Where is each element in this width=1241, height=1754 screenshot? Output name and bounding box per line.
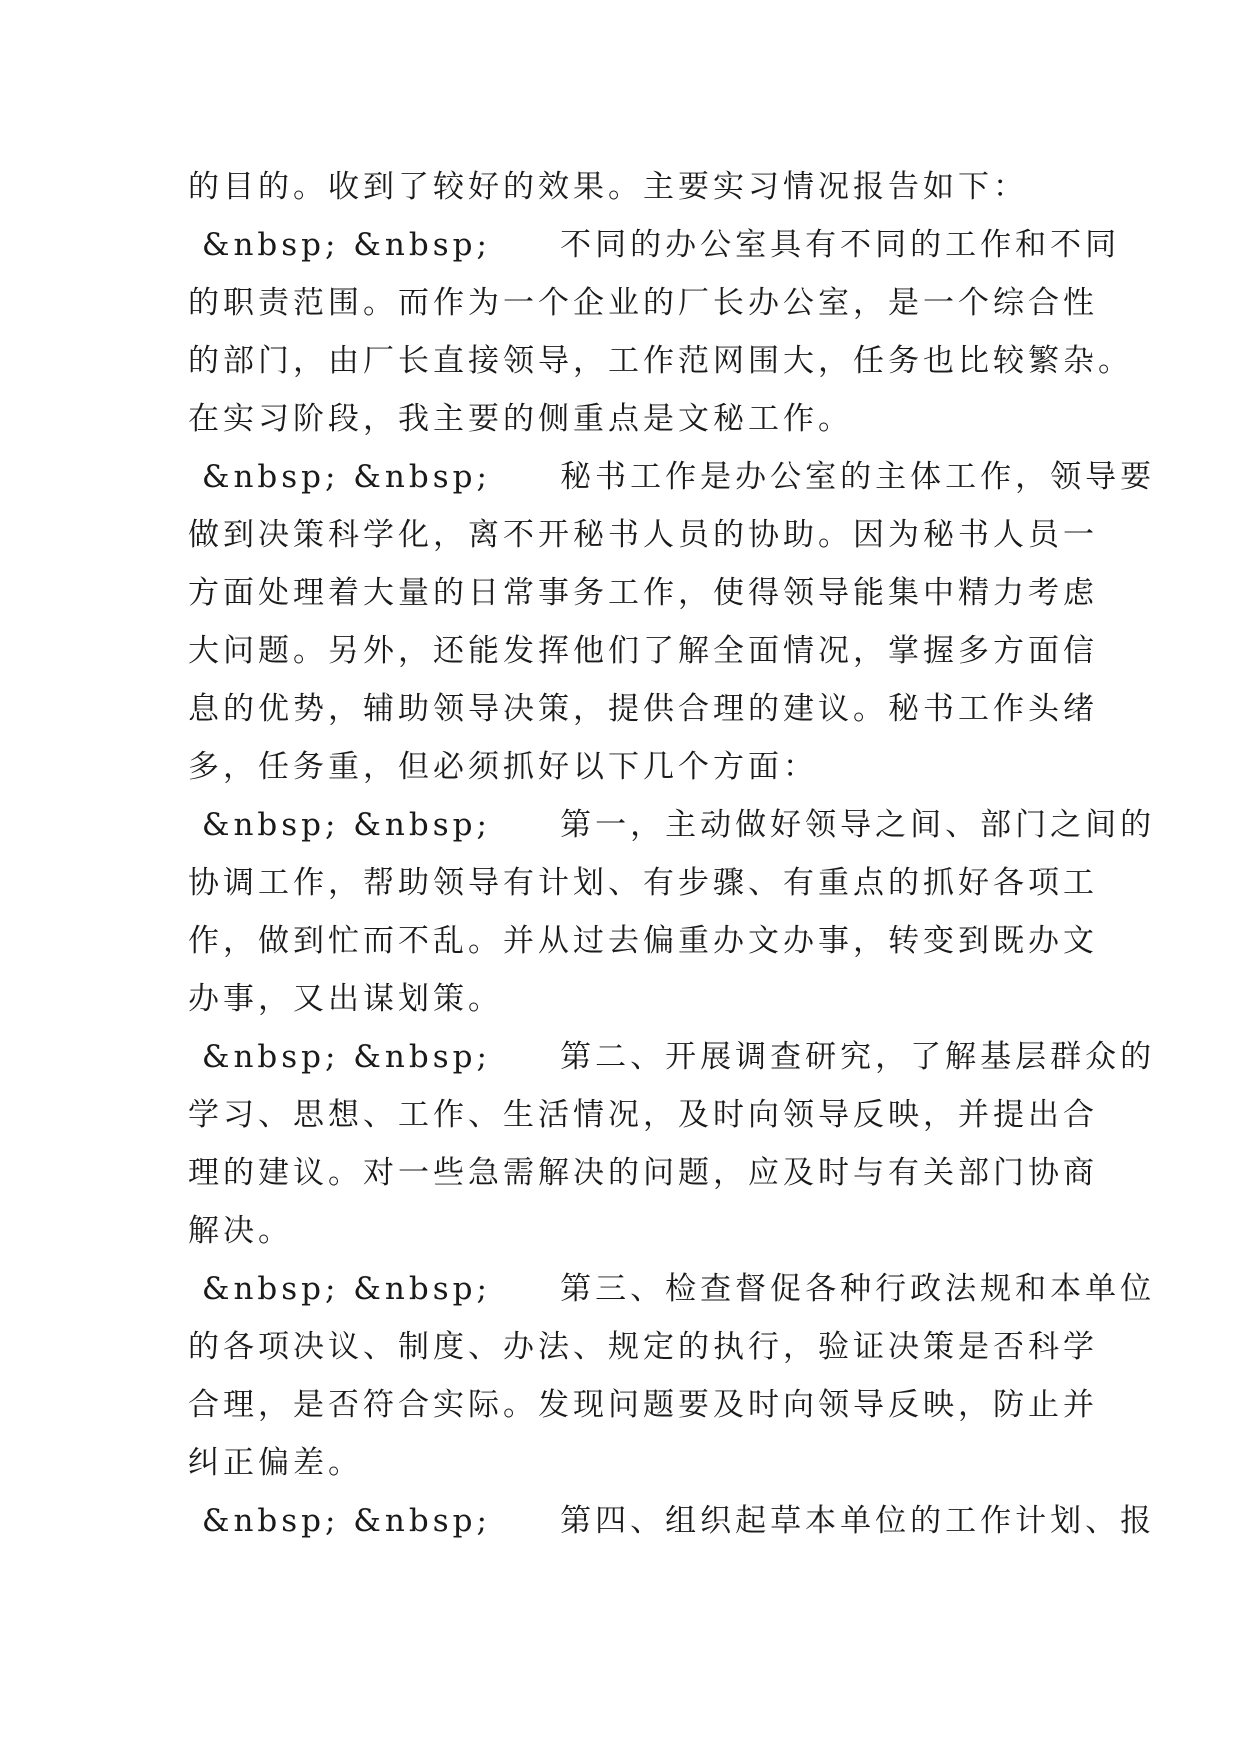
text-line: 的目的。收到了较好的效果。主要实习情况报告如下： [188,169,1028,205]
text-line: &nbsp; &nbsp; 秘书工作是办公室的主体工作，领导要 [188,459,1156,495]
text-line: 的各项决议、制度、办法、规定的执行，验证决策是否科学 [188,1329,1098,1365]
text-line: 办事，又出谋划策。 [188,981,503,1017]
text-line: 理的建议。对一些急需解决的问题，应及时与有关部门协商 [188,1155,1098,1191]
text-line: 大问题。另外，还能发挥他们了解全面情况，掌握多方面信 [188,633,1098,669]
text-line: 的部门，由厂长直接领导，工作范网围大，任务也比较繁杂。 [188,343,1133,379]
text-line: 多，任务重，但必须抓好以下几个方面： [188,749,818,785]
document-body [188,158,1156,1550]
text-line: 做到决策科学化，离不开秘书人员的协助。因为秘书人员一 [188,517,1098,553]
text-line: 学习、思想、工作、生活情况，及时向领导反映，并提出合 [188,1097,1098,1133]
text-line: 息的优势，辅助领导决策，提供合理的建议。秘书工作头绪 [188,691,1098,727]
text-line: 协调工作，帮助领导有计划、有步骤、有重点的抓好各项工 [188,865,1098,901]
text-line: 的职责范围。而作为一个企业的厂长办公室，是一个综合性 [188,285,1098,321]
text-line: 方面处理着大量的日常事务工作，使得领导能集中精力考虑 [188,575,1098,611]
text-line: &nbsp; &nbsp; 第二、开展调查研究，了解基层群众的 [188,1039,1156,1075]
text-line: &nbsp; &nbsp; 第一，主动做好领导之间、部门之间的 [188,807,1156,843]
text-line: 在实习阶段，我主要的侧重点是文秘工作。 [188,401,853,437]
text-line: 解决。 [188,1213,293,1249]
text-line: &nbsp; &nbsp; 第四、组织起草本单位的工作计划、报 [188,1503,1156,1539]
text-line: 纠正偏差。 [188,1445,363,1481]
text-line: 作，做到忙而不乱。并从过去偏重办文办事，转变到既办文 [188,923,1098,959]
text-line: 合理，是否符合实际。发现问题要及时向领导反映，防止并 [188,1387,1098,1423]
text-line: &nbsp; &nbsp; 不同的办公室具有不同的工作和不同 [188,227,1121,263]
text-line: &nbsp; &nbsp; 第三、检查督促各种行政法规和本单位 [188,1271,1156,1307]
